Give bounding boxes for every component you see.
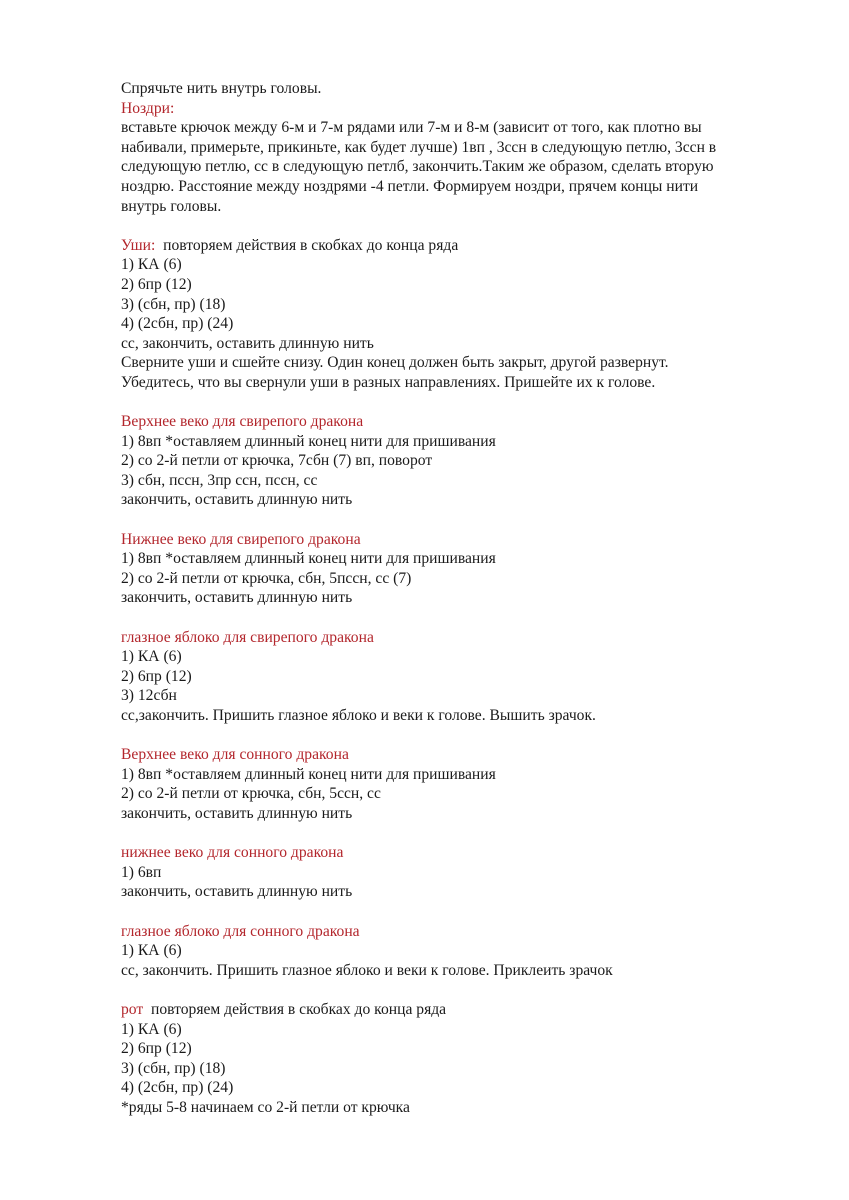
fierce-upper-lid-line: 1) 8вп *оставляем длинный конец нити для пришивания <box>121 432 496 450</box>
sleepy-upper-lid-heading: Верхнее веко для сонного дракона <box>121 746 349 764</box>
ears-heading: Уши: <box>121 236 156 254</box>
nostrils-section <box>121 99 821 217</box>
mouth-line: 2) 6пр (12) <box>121 1040 192 1058</box>
ears-line: 1) КА (6) <box>121 256 182 274</box>
sleepy-upper-lid-line: 2) со 2-й петли от крючка, сбн, 5ссн, сс <box>121 785 381 803</box>
fierce-upper-lid-line: 2) со 2-й петли от крючка, 7сбн (7) вп, поворот <box>121 452 433 470</box>
fierce-lower-lid-heading: Нижнее веко для свирепого дракона <box>121 530 361 548</box>
mouth-line: 1) КА (6) <box>121 1020 182 1038</box>
ears-note: повторяем действия в скобках до конца ряда <box>155 236 459 254</box>
intro-text: Спрячьте нить внутрь головы. <box>121 80 322 97</box>
mouth-line: 4) (2сбн, пр) (24) <box>121 1079 234 1097</box>
fierce-lower-lid-line: 1) 8вп *оставляем длинный конец нити для пришивания <box>121 550 496 568</box>
fierce-lower-lid-section <box>121 530 821 608</box>
mouth-heading-row <box>121 1000 821 1020</box>
fierce-eyeball-line: 2) 6пр (12) <box>121 667 192 685</box>
nostrils-line: следующую петлю, сс в следующую петлб, закончить.Таким же образом, сделать вторую <box>121 158 714 176</box>
fierce-eyeball-line: 1) КА (6) <box>121 648 182 666</box>
mouth-note: повторяем действия в скобках до конца ряда <box>143 1000 447 1018</box>
sleepy-eyeball-line: 1) КА (6) <box>121 942 182 960</box>
sleepy-lower-lid-section <box>121 843 821 902</box>
nostrils-heading: Ноздри: <box>121 99 175 117</box>
mouth-section <box>121 1000 821 1118</box>
ears-line: Убедитесь, что вы свернули уши в разных направлениях. Пришейте их к голове. <box>121 373 656 391</box>
mouth-heading: рот <box>121 1000 144 1018</box>
ears-section <box>121 236 821 393</box>
sleepy-lower-lid-heading: нижнее веко для сонного дракона <box>121 844 344 862</box>
mouth-line: *ряды 5-8 начинаем со 2-й петли от крючка <box>121 1098 410 1116</box>
nostrils-line: вставьте крючок между 6-м и 7-м рядами или 7-м и 8-м (зависит от того, как плотно вы <box>121 119 702 137</box>
fierce-lower-lid-line: 2) со 2-й петли от крючка, сбн, 5пссн, сс (7) <box>121 569 412 587</box>
fierce-eyeball-line: 3) 12сбн <box>121 687 177 705</box>
sleepy-upper-lid-line: 1) 8вп *оставляем длинный конец нити для пришивания <box>121 765 496 783</box>
nostrils-line: внутрь головы. <box>121 197 222 215</box>
sleepy-lower-lid-line: 1) 6вп <box>121 863 162 881</box>
sleepy-lower-lid-line: закончить, оставить длинную нить <box>121 883 353 901</box>
sleepy-eyeball-section <box>121 922 821 981</box>
ears-line: сс, закончить, оставить длинную нить <box>121 334 374 352</box>
ears-line: Сверните уши и сшейте снизу. Один конец должен быть закрыт, другой развернут. <box>121 354 669 372</box>
fierce-upper-lid-heading: Верхнее веко для свирепого дракона <box>121 413 364 431</box>
mouth-line: 3) (сбн, пр) (18) <box>121 1059 226 1077</box>
fierce-upper-lid-section <box>121 412 821 510</box>
fierce-upper-lid-line: закончить, оставить длинную нить <box>121 491 353 509</box>
sleepy-eyeball-line: сс, закончить. Пришить глазное яблоко и веки к голове. Приклеить зрачок <box>121 961 613 979</box>
fierce-lower-lid-line: закончить, оставить длинную нить <box>121 589 353 607</box>
document-page <box>121 79 821 1117</box>
fierce-eyeball-heading: глазное яблоко для свирепого дракона <box>121 628 374 646</box>
fierce-eyeball-line: сс,закончить. Пришить глазное яблоко и веки к голове. Вышить зрачок. <box>121 707 596 724</box>
ears-line: 3) (сбн, пр) (18) <box>121 295 226 313</box>
fierce-upper-lid-line: 3) сбн, пссн, 3пр ссн, пссн, сс <box>121 471 318 489</box>
nostrils-line: ноздрю. Расстояние между ноздрями -4 петли. Формируем ноздри, прячем концы нити <box>121 177 699 195</box>
nostrils-line: набивали, примерьте, прикиньте, как будет лучше) 1вп , 3ссн в следующую петлю, 3ссн в <box>121 138 717 156</box>
sleepy-upper-lid-line: закончить, оставить длинную нить <box>121 804 353 822</box>
ears-line: 2) 6пр (12) <box>121 275 192 293</box>
ears-line: 4) (2сбн, пр) (24) <box>121 315 234 333</box>
sleepy-eyeball-heading: глазное яблоко для сонного дракона <box>121 922 360 940</box>
sleepy-upper-lid-section <box>121 745 821 823</box>
fierce-eyeball-section <box>121 628 821 726</box>
ears-heading-row <box>121 236 821 256</box>
